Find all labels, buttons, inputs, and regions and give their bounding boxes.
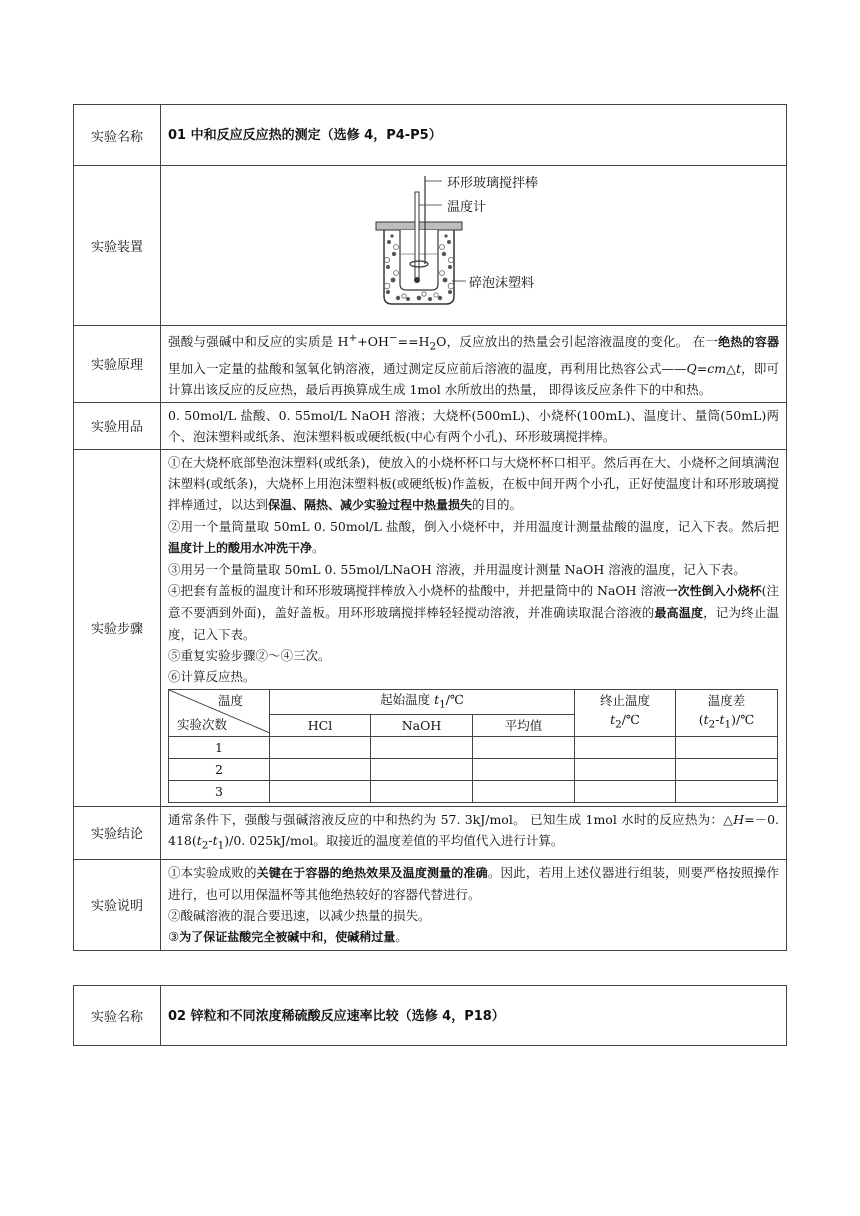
diagonal-header (169, 689, 270, 737)
conclusion-text: 通常条件下，强酸与强碱溶液反应的中和热约为 57. 3kJ/mol。 已知生成 1mol 水时的反应热为：△H=－0. $418(t_2-t_1)/0$. 025kJ/mol。取接近的温度差值的平均值代入进行计算。 (161, 807, 787, 860)
conclusion-label: 实验结论 (74, 807, 161, 860)
header-average: 平均值 (473, 715, 575, 737)
header-end-temp: 终止温度 $t_2/℃$ (575, 689, 676, 737)
materials-label: 实验用品 (74, 402, 161, 449)
header-naoh: NaOH (371, 715, 473, 737)
table-row: 2 (169, 759, 778, 781)
materials-text: 0. 50mol/L 盐酸、0. 55mol/L NaOH 溶液；大烧杯(500mL)、小烧杯(100mL)、温度计、量筒(50mL)两个、泡沫塑料或纸条、泡沫塑料板或硬纸板(中心有两个小孔)、环形玻璃搅拌棒。 (161, 402, 787, 449)
table-row: 1 (169, 737, 778, 759)
steps-label: 实验步骤 (74, 449, 161, 807)
apparatus-cell (161, 166, 787, 326)
step-5: ⑤重复实验步骤②～④三次。 (168, 647, 331, 663)
calorimeter-diagram (161, 168, 786, 323)
apparatus-label: 实验装置 (74, 166, 161, 326)
header-start-temp: 起始温度 $t_1/℃$ (270, 689, 575, 715)
step-4: ④把套有盖板的温度计和环形玻璃搅拌棒放入小烧杯的盐酸中，并把量筒中的 NaOH 溶液一次性倒入小烧杯(注意不要洒到外面)，盖好盖板。用环形玻璃搅拌棒轻轻搅动溶液，并准确读取混合溶液的最高温度，记为终止温度，记入下表。 (168, 582, 779, 642)
stirrer-label: 环形玻璃搅拌棒 (447, 176, 539, 191)
notes-label: 实验说明 (74, 859, 161, 950)
header-trial: 实验次数 (177, 717, 228, 733)
data-table (168, 689, 778, 804)
table-row: 3 (169, 781, 778, 803)
header-temperature: 温度 (217, 692, 243, 708)
principle-text: 强酸与强碱中和反应的实质是 $H^++OH^-==H_2O$，反应放出的热量会引起溶液温度的变化。 在一绝热的容器里加入一定量的盐酸和氢氧化钠溶液，通过测定反应前后溶液的温度，再利用比热容公式——Q=cm△t，即可计算出该反应的反应热，最后再换算成生成 1mol 水所放出的热量， 即得该反应条件下的中和热。 (161, 326, 787, 403)
step-1: ①在大烧杯底部垫泡沫塑料(或纸条)，使放入的小烧杯杯口与大烧杯杯口相平。然后再在大、小烧杯之间填满泡沫塑料(或纸条)，大烧杯上用泡沫塑料板(或硬纸板)作盖板，在板中间开两个小孔，正好使温度计和环形玻璃搅拌棒通过，以达到保温、隔热、减少实验过程中热量损失的目的。 (168, 454, 779, 512)
note-2: ②酸碱溶液的混合要迅速，以减少热量的损失。 (168, 907, 431, 923)
name-label: 实验名称 (74, 105, 161, 166)
foam-label: 碎泡沫塑料 (469, 276, 535, 291)
note-3: ③为了保证盐酸完全被碱中和，使碱稍过量。 (168, 928, 408, 944)
header-temp-diff: 温度差 $(t_2-t_1)/℃$ (676, 689, 778, 737)
steps-cell (161, 449, 787, 807)
notes-cell (161, 859, 787, 950)
experiment-02-table (73, 985, 787, 1046)
experiment-01-table (73, 104, 787, 951)
experiment-title: 01 中和反应反应热的测定（选修 4，P4-P5） (161, 105, 787, 166)
principle-label: 实验原理 (74, 326, 161, 403)
step-2: ②用一个量筒量取 50mL 0. 50mol/L 盐酸，倒入小烧杯中，并用温度计测量盐酸的温度，记入下表。然后把温度计上的酸用水冲洗干净。 (168, 518, 779, 555)
name-label: 实验名称 (74, 986, 161, 1046)
header-hcl: HCl (270, 715, 371, 737)
thermometer-label: 温度计 (447, 200, 487, 215)
step-3: ③用另一个量筒量取 50mL 0. 55mol/LNaOH 溶液，并用温度计测量 NaOH 溶液的温度，记入下表。 (168, 561, 746, 577)
experiment-title: 02 锌粒和不同浓度稀硫酸反应速率比较（选修 4，P18） (161, 986, 787, 1046)
step-6: ⑥计算反应热。 (168, 668, 256, 684)
note-1: ①本实验成败的关键在于容器的绝热效果及温度测量的准确。因此，若用上述仪器进行组装，则要严格按照操作进行，也可以用保温杯等其他绝热较好的容器代替进行。 (168, 864, 779, 902)
